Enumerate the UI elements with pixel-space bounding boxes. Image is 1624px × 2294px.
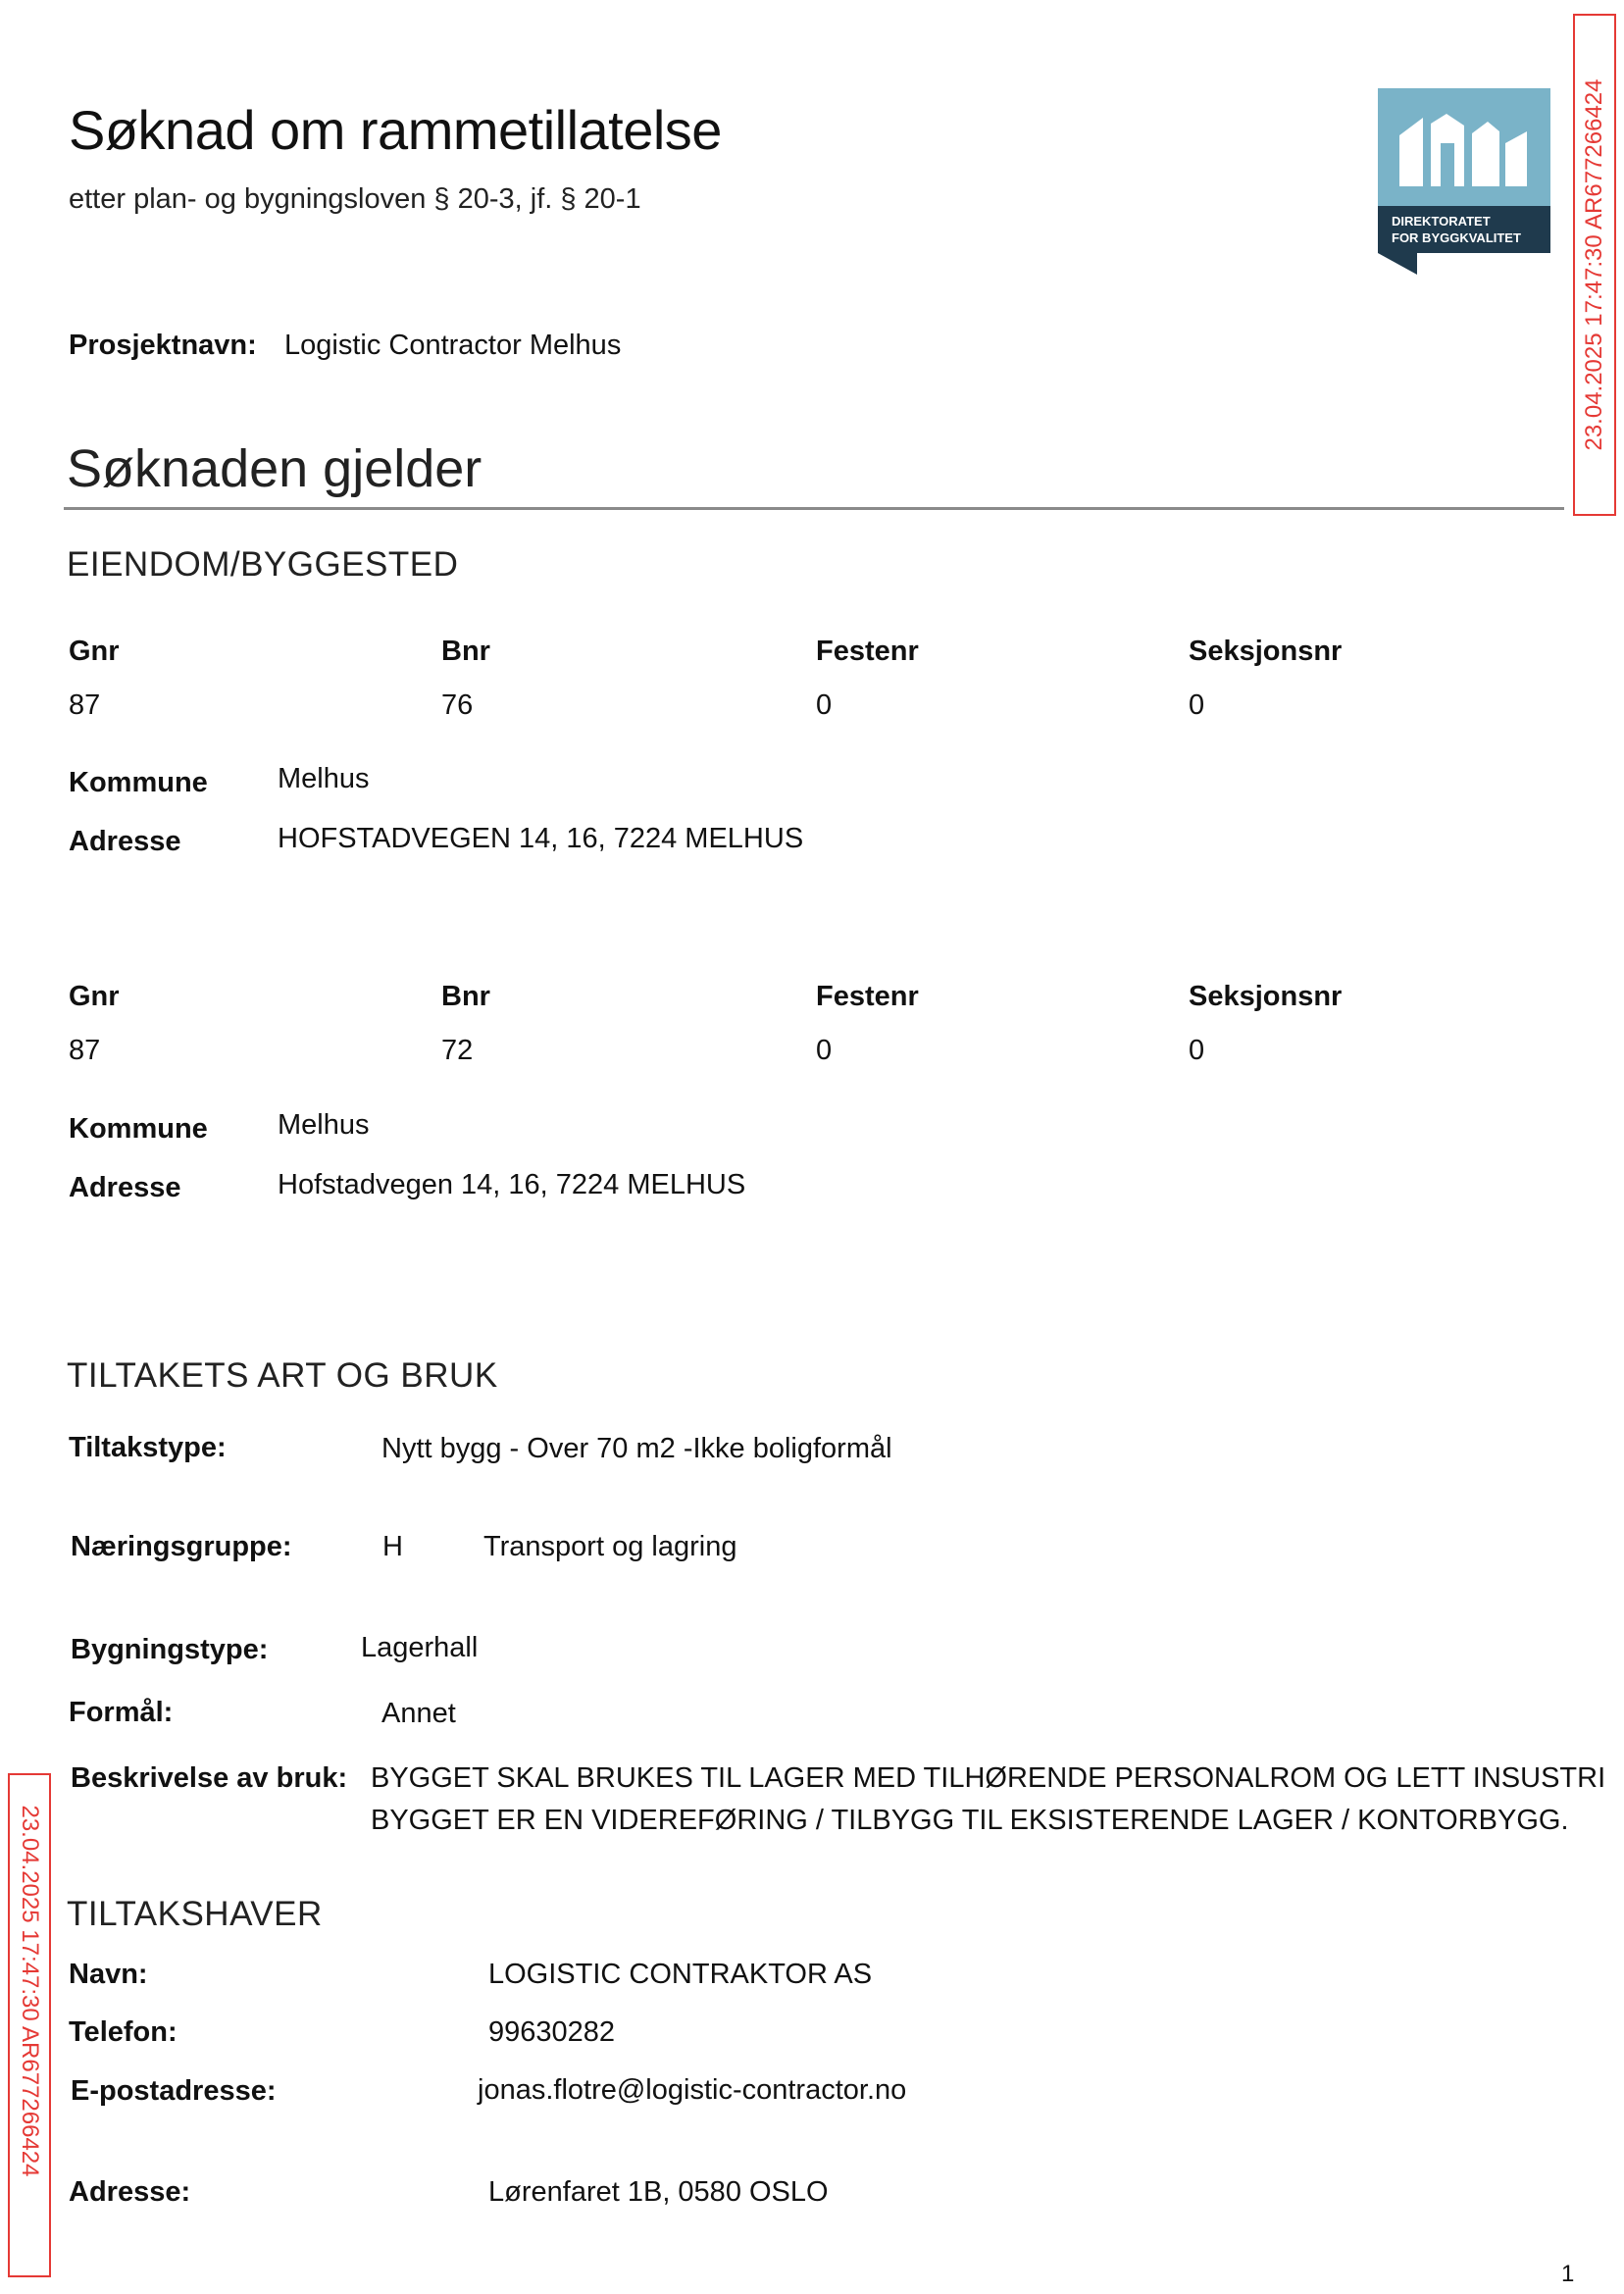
beskrivelse-label: Beskrivelse av bruk: (71, 1762, 348, 1794)
section-title: Søknaden gjelder (67, 439, 482, 498)
col-gnr-header: Gnr (69, 636, 120, 667)
col-bnr-header: Bnr (441, 636, 490, 667)
tiltakstype-label: Tiltakstype: (69, 1432, 227, 1463)
gnr-value: 87 (69, 1035, 101, 1066)
telefon-label: Telefon: (69, 2016, 178, 2048)
dibk-logo-icon (1378, 88, 1550, 275)
measure-heading: TILTAKETS ART OG BRUK (67, 1356, 498, 1395)
col-festenr-header: Festenr (816, 981, 919, 1012)
kommune-label: Kommune (69, 1113, 208, 1145)
document-title: Søknad om rammetillatelse (69, 99, 722, 161)
col-seksjonsnr-header: Seksjonsnr (1189, 981, 1343, 1012)
kommune-value: Melhus (278, 763, 370, 794)
bygningstype-label: Bygningstype: (71, 1634, 269, 1665)
col-seksjonsnr-header: Seksjonsnr (1189, 636, 1343, 667)
col-festenr-header: Festenr (816, 636, 919, 667)
seksjonsnr-value: 0 (1189, 689, 1205, 721)
kommune-value: Melhus (278, 1109, 370, 1141)
naeringsgruppe-label: Næringsgruppe: (71, 1531, 292, 1562)
telefon-value: 99630282 (488, 2016, 616, 2048)
naeringsgruppe-value: Transport og lagring (483, 1531, 737, 1562)
tiltakstype-value: Nytt bygg - Over 70 m2 -Ikke boligformål (381, 1433, 892, 1464)
owner-adresse-label: Adresse: (69, 2176, 191, 2208)
formaal-value: Annet (381, 1698, 456, 1729)
adresse-label: Adresse (69, 1172, 181, 1203)
epost-value: jonas.flotre@logistic-contractor.no (478, 2074, 907, 2106)
naeringsgruppe-code: H (382, 1531, 403, 1562)
formaal-label: Formål: (69, 1697, 174, 1728)
navn-label: Navn: (69, 1959, 148, 1990)
stamp-text-left: 23.04.2025 17:47:30 AR677266424 (17, 1805, 43, 2177)
dibk-logo (1378, 88, 1550, 275)
adresse-value: HOFSTADVEGEN 14, 16, 7224 MELHUS (278, 823, 804, 854)
logo-text-line2: FOR BYGGKVALITET (1392, 230, 1521, 245)
timestamp-stamp-right (1573, 14, 1616, 516)
col-gnr-header: Gnr (69, 981, 120, 1012)
stamp-text-right: 23.04.2025 17:47:30 AR677266424 (1581, 78, 1607, 451)
col-bnr-header: Bnr (441, 981, 490, 1012)
adresse-value: Hofstadvegen 14, 16, 7224 MELHUS (278, 1169, 746, 1200)
kommune-label: Kommune (69, 767, 208, 798)
festenr-value: 0 (816, 1035, 833, 1066)
bygningstype-value: Lagerhall (361, 1632, 479, 1663)
festenr-value: 0 (816, 689, 833, 721)
bnr-value: 72 (441, 1035, 474, 1066)
timestamp-stamp-left (8, 1773, 51, 2277)
project-name-label: Prosjektnavn: (69, 330, 257, 361)
property-heading: EIENDOM/BYGGESTED (67, 545, 459, 584)
epost-label: E-postadresse: (71, 2075, 277, 2107)
document-subtitle: etter plan- og bygningsloven § 20-3, jf. § 20-1 (69, 183, 641, 215)
seksjonsnr-value: 0 (1189, 1035, 1205, 1066)
beskrivelse-line1: BYGGET SKAL BRUKES TIL LAGER MED TILHØRENDE PERSONALROM OG LETT INSUSTRI (371, 1762, 1606, 1794)
adresse-label: Adresse (69, 826, 181, 857)
section-divider (64, 507, 1564, 510)
navn-value: LOGISTIC CONTRAKTOR AS (488, 1959, 873, 1990)
gnr-value: 87 (69, 689, 101, 721)
page-number: 1 (1561, 2261, 1575, 2287)
owner-adresse-value: Lørenfaret 1B, 0580 OSLO (488, 2176, 829, 2208)
beskrivelse-line2: BYGGET ER EN VIDEREFØRING / TILBYGG TIL EKSISTERENDE LAGER / KONTORBYGG. (371, 1805, 1569, 1836)
logo-text-line1: DIREKTORATET (1392, 214, 1491, 229)
owner-heading: TILTAKSHAVER (67, 1895, 323, 1933)
bnr-value: 76 (441, 689, 474, 721)
project-name-value: Logistic Contractor Melhus (284, 330, 622, 361)
